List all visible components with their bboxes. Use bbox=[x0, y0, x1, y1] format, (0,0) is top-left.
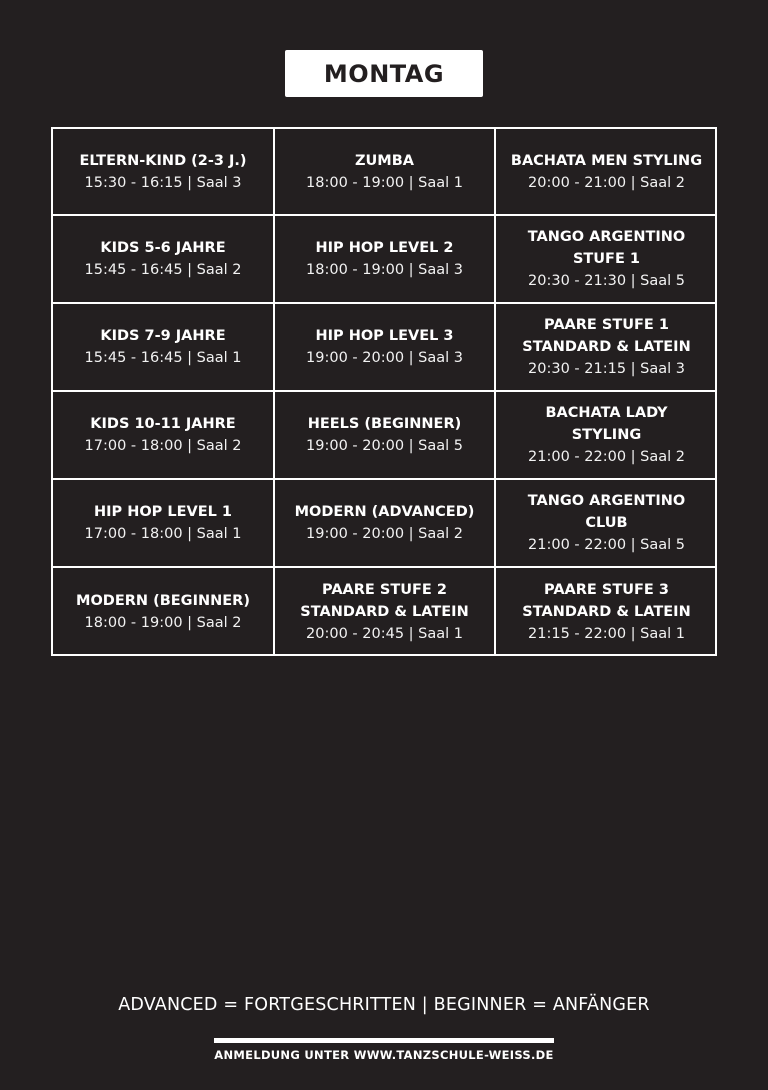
class-time: 20:30 - 21:15 | Saal 3 bbox=[528, 361, 685, 377]
class-cell bbox=[53, 392, 275, 480]
class-cell bbox=[496, 304, 717, 392]
class-time: 17:00 - 18:00 | Saal 1 bbox=[84, 526, 242, 542]
class-name: BACHATA MEN STYLING bbox=[510, 152, 703, 169]
class-cell bbox=[496, 568, 717, 656]
class-time: 21:00 - 22:00 | Saal 5 bbox=[528, 537, 685, 553]
class-name: TANGO ARGENTINO CLUB bbox=[527, 493, 686, 531]
class-name: HIP HOP LEVEL 1 bbox=[94, 504, 232, 520]
class-name: KIDS 7-9 JAHRE bbox=[100, 328, 226, 344]
class-name: HEELS (BEGINNER) bbox=[307, 416, 462, 432]
class-name: MODERN (BEGINNER) bbox=[76, 593, 250, 609]
class-time: 15:30 - 16:15 | Saal 3 bbox=[84, 174, 242, 191]
class-name: PAARE STUFE 1 STANDARD & LATEIN bbox=[522, 317, 691, 355]
class-name: KIDS 5-6 JAHRE bbox=[100, 240, 226, 256]
class-time: 19:00 - 20:00 | Saal 5 bbox=[306, 438, 463, 454]
class-time: 19:00 - 20:00 | Saal 2 bbox=[306, 526, 463, 542]
class-cell bbox=[275, 304, 496, 392]
class-cell bbox=[496, 216, 717, 304]
class-cell bbox=[53, 129, 275, 216]
class-cell bbox=[275, 568, 496, 656]
day-title: MONTAG bbox=[323, 59, 445, 88]
class-cell bbox=[275, 392, 496, 480]
class-cell bbox=[275, 129, 496, 216]
class-name: BACHATA LADY STYLING bbox=[545, 405, 668, 443]
registration-link[interactable]: ANMELDUNG UNTER WWW.TANZSCHULE-WEISS.DE bbox=[214, 1048, 554, 1062]
class-name: KIDS 10-11 JAHRE bbox=[90, 416, 236, 432]
class-name: MODERN (ADVANCED) bbox=[294, 504, 475, 520]
level-legend: ADVANCED = FORTGESCHRITTEN | BEGINNER = ANFÄNGER bbox=[118, 995, 650, 1015]
class-name: ZUMBA bbox=[355, 152, 414, 169]
class-cell bbox=[496, 480, 717, 568]
class-time: 15:45 - 16:45 | Saal 2 bbox=[84, 262, 242, 278]
class-name: ELTERN-KIND (2-3 J.) bbox=[79, 152, 247, 169]
class-cell bbox=[53, 216, 275, 304]
class-time: 19:00 - 20:00 | Saal 3 bbox=[306, 350, 463, 366]
footer-divider bbox=[214, 1038, 554, 1043]
class-time: 20:00 - 20:45 | Saal 1 bbox=[306, 626, 463, 642]
class-name: HIP HOP LEVEL 2 bbox=[315, 240, 454, 256]
class-name: HIP HOP LEVEL 3 bbox=[315, 328, 454, 344]
class-name: PAARE STUFE 3 STANDARD & LATEIN bbox=[522, 582, 691, 620]
class-time: 20:30 - 21:30 | Saal 5 bbox=[528, 273, 685, 289]
class-name: PAARE STUFE 2 STANDARD & LATEIN bbox=[300, 582, 469, 620]
class-cell bbox=[53, 480, 275, 568]
class-time: 21:00 - 22:00 | Saal 2 bbox=[528, 449, 685, 465]
class-time: 18:00 - 19:00 | Saal 3 bbox=[306, 262, 463, 278]
class-cell bbox=[496, 129, 717, 216]
class-cell bbox=[275, 216, 496, 304]
class-cell bbox=[275, 480, 496, 568]
class-time: 18:00 - 19:00 | Saal 2 bbox=[84, 615, 242, 631]
class-name: TANGO ARGENTINO STUFE 1 bbox=[527, 229, 686, 267]
class-time: 20:00 - 21:00 | Saal 2 bbox=[528, 174, 685, 191]
class-cell bbox=[53, 568, 275, 656]
class-time: 17:00 - 18:00 | Saal 2 bbox=[84, 438, 242, 454]
class-cell bbox=[53, 304, 275, 392]
class-time: 18:00 - 19:00 | Saal 1 bbox=[306, 174, 463, 191]
class-time: 21:15 - 22:00 | Saal 1 bbox=[528, 626, 685, 642]
class-time: 15:45 - 16:45 | Saal 1 bbox=[84, 350, 242, 366]
class-cell bbox=[496, 392, 717, 480]
day-title-box bbox=[285, 50, 483, 97]
schedule-grid bbox=[51, 127, 717, 656]
